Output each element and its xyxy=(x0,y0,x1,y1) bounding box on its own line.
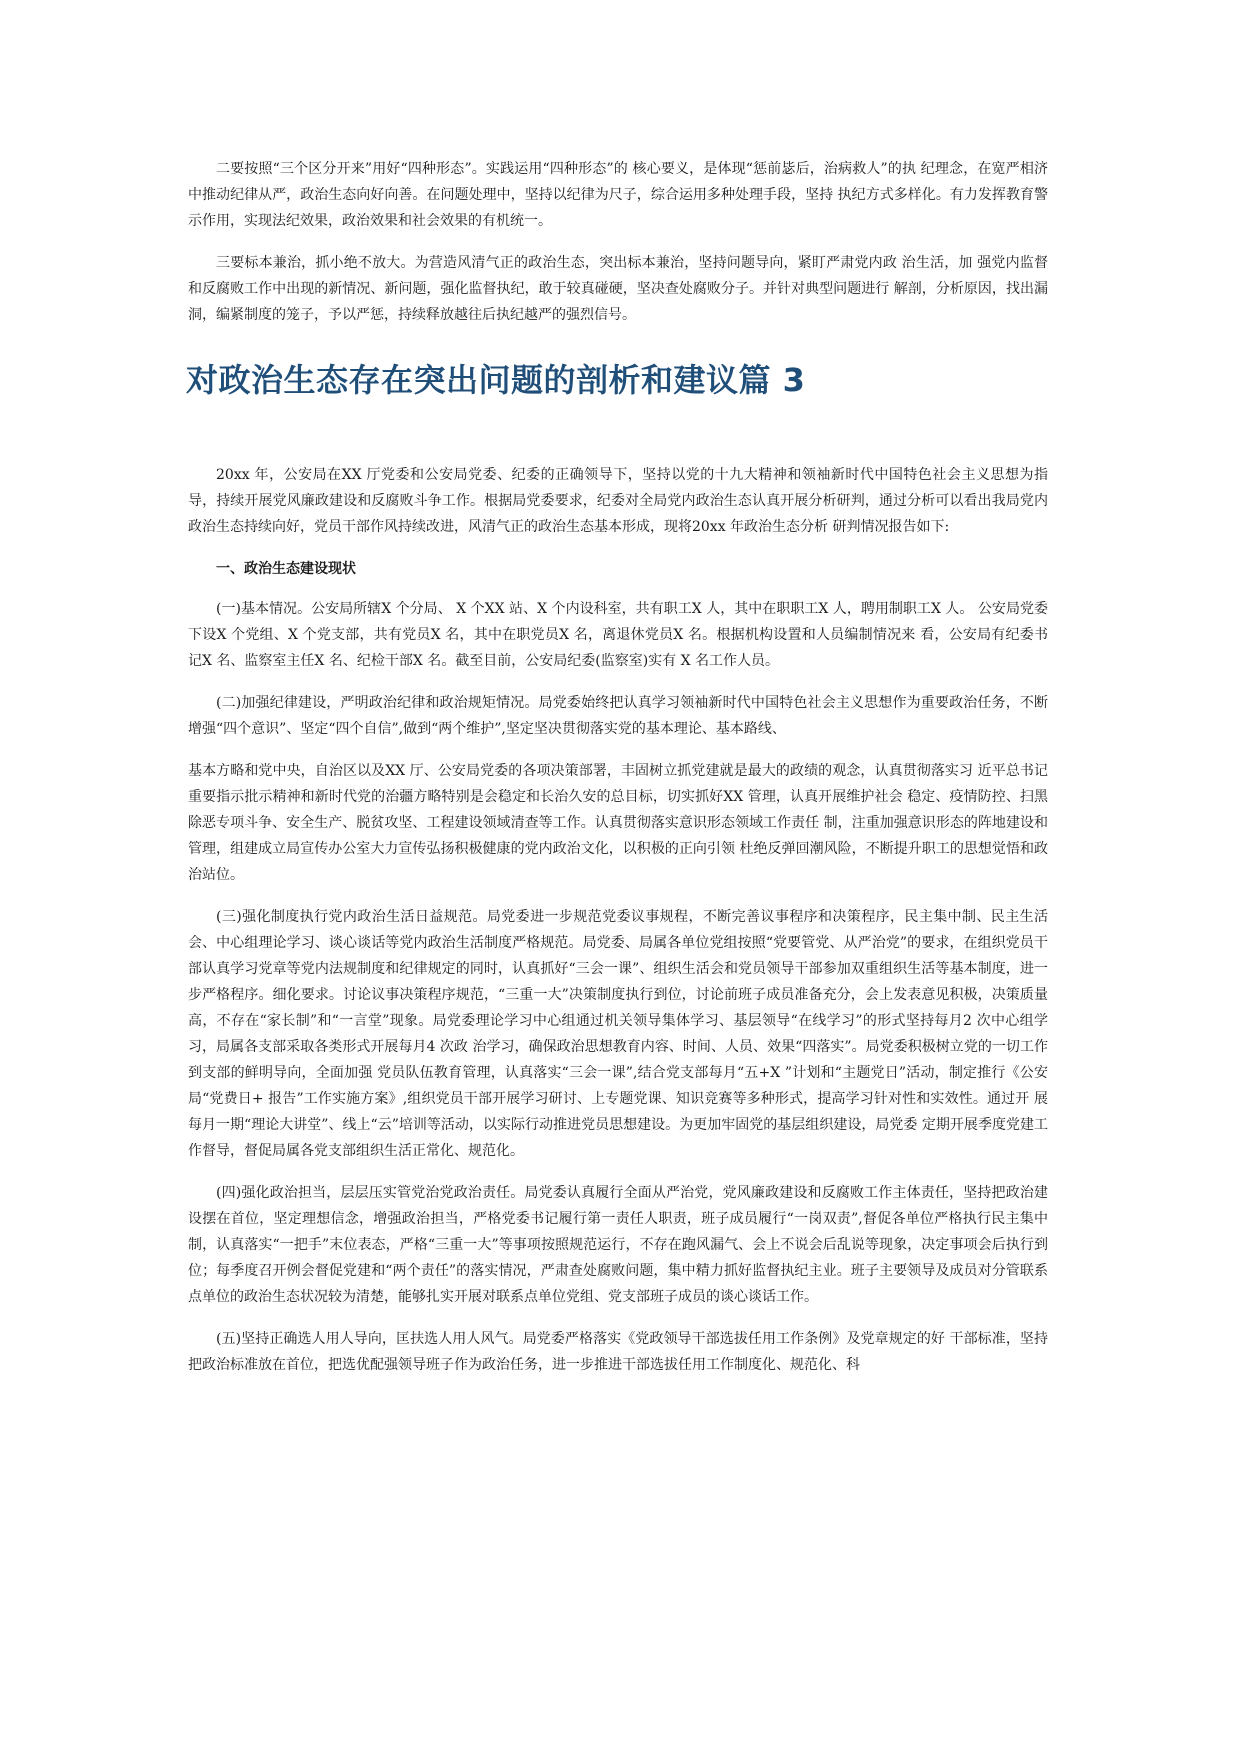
document-page xyxy=(188,156,1048,1394)
paragraph-system-execution: (三)强化制度执行党内政治生活日益规范。局党委进一步规范党委议事规程，不断完善议事程序和决策程序，民主集中制、民主生活会、中心组理论学习、谈心谈话等党内政治生活制度严格规范。局党委、局属各单位党组按照“党要管党、从严治党”的要求，在组织党员干部认真学习党章等党内法规制度和纪律规定的同时，认真抓好“三会一课”、组织生活会和党员领导干部参加双重组织生活等基本制度，进一步严格程序。细化要求。讨论议事决策程序规范，“三重一大”决策制度执行到位，讨论前班子成员准备充分，会上发表意见积极，决策质量高，不存在“家长制”和“一言堂”现象。局党委理论学习中心组通过机关领导集体学习、基层领导“在线学习”的形式坚持每月2 次中心组学习，局属各支部采取各类形式开展每月4 次政 治学习，确保政治思想教育内容、时间、人员、效果“四落实”。局党委积极树立党的一切工作到支部的鲜明导向，全面加强 党员队伍教育管理，认真落实“三会一课”,结合党支部每月“五+X ”计划和“主题党日”活动，制定推行《公安局“党费日+ 报告”工作实施方案》,组织党员干部开展学习研讨、上专题党课、知识竞赛等多种形式，提高学习针对性和实效性。通过开 展每月一期“理论大讲堂”、线上“云”培训等活动，以实际行动推进党员思想建设。为更加牢固党的基层组织建设，局党委 定期开展季度党建工作督导，督促局属各党支部组织生活正常化、规范化。 xyxy=(188,909,1048,1159)
paragraph-discipline-b: 基本方略和党中央，自治区以及XX 厅、公安局党委的各项决策部署，丰固树立抓党建就是最大的政绩的观念，认真贯彻落实习 近平总书记重要指示批示精神和新时代党的治疆方略特别是会稳定和长治久安的总目标，切实抓好XX 管理，认真开展维护社会 稳定、疫情防控、扫黑除恶专项斗争、安全生产、脱贫攻坚、工程建设领域清查等工作。认真贯彻落实意识形态领域工作责任 制，注重加强意识形态的阵地建设和管理，组建成立局宣传办公室大力宣传弘扬积极健康的党内政治文化，以积极的正向引领 杜绝反弹回潮风险，不断提升职工的思想觉悟和政治站位。 xyxy=(188,763,1048,883)
paragraph-basic-situation: (一)基本情况。公安局所辖X 个分局、 X 个XX 站、X 个内设科室，共有职工X 人，其中在职职工X 人，聘用制职工X 人。 公安局党委下设X 个党组、X 个党支部，共有党员X 名，其中在职党员X 名，离退休党员X 名。根据机构设置和人员编制情况来 看，公安局有纪委书记X 名、监察室主任X 名、纪检干部X 名。截至目前，公安局纪委(监察室)实有 X 名工作人员。 xyxy=(188,601,1048,669)
section-title: 对政治生态存在突出问题的剖析和建议篇 3 xyxy=(186,361,806,399)
paragraph-discipline-a: (二)加强纪律建设，严明政治纪律和政治规矩情况。局党委始终把认真学习领袖新时代中国特色社会主义思想作为重要政治任务，不断增强“四个意识”、坚定“四个自信”,做到“两个维护”,坚定坚决贯彻落实党的基本理论、基本路线、 xyxy=(188,695,1048,737)
paragraph-top-1: 二要按照“三个区分开来”用好“四种形态”。实践运用“四种形态”的 核心要义，是体现“惩前毖后，治病救人”的执 纪理念，在宽严相济中推动纪律从严，政治生态向好向善。在问题处理中，坚持以纪律为尺子，综合运用多种处理手段，坚持 执纪方式多样化。有力发挥教育警示作用，实现法纪效果，政治效果和社会效果的有机统一。 xyxy=(188,161,1048,229)
section-heading: 一、政治生态建设现状 xyxy=(216,561,356,577)
paragraph-political-responsibility: (四)强化政治担当，层层压实管党治党政治责任。局党委认真履行全面从严治党，党风廉政建设和反腐败工作主体责任，坚持把政治建设摆在首位，坚定理想信念，增强政治担当，严格党委书记履行第一责任人职责，班子成员履行“一岗双责”,督促各单位严格执行民主集中制，认真落实“一把手”末位表态，严格“三重一大”等事项按照规范运行，不存在跑风漏气、会上不说会后乱说等现象，决定事项会后执行到位；每季度召开例会督促党建和“两个责任”的落实情况，严肃查处腐败问题，集中精力抓好监督执纪主业。班子主要领导及成员对分管联系点单位的政治生态状况较为清楚，能够扎实开展对联系点单位党组、党支部班子成员的谈心谈话工作。 xyxy=(188,1185,1048,1305)
intro-paragraph: 20xx 年，公安局在XX 厅党委和公安局党委、纪委的正确领导下，坚持以党的十九大精神和领袖新时代中国特色社会主义思想为指导，持续开展党风廉政建设和反腐败斗争工作。根据局党委要求，纪委对全局党内政治生态认真开展分析研判，通过分析可以看出我局党内政治生态持续向好，党员干部作风持续改进，风清气正的政治生态基本形成，现将20xx 年政治生态分析 研判情况报告如下: xyxy=(188,467,1048,535)
paragraph-personnel-selection: (五)坚持正确选人用人导向，匡扶选人用人风气。局党委严格落实《党政领导干部选拔任用工作条例》及党章规定的好 干部标准，坚持把政治标准放在首位，把选优配强领导班子作为政治任务，进一步推进干部选拔任用工作制度化、规范化、科 xyxy=(188,1331,1048,1373)
paragraph-top-2: 三要标本兼治，抓小绝不放大。为营造风清气正的政治生态，突出标本兼治，坚持问题导向，紧盯严肃党内政 治生活，加 强党内监督和反腐败工作中出现的新情况、新问题，强化监督执纪，敢于较真碰硬，坚决查处腐败分子。并针对典型问题进行 解剖，分析原因，找出漏洞，编紧制度的笼子，予以严惩，持续释放越往后执纪越严的强烈信号。 xyxy=(188,255,1048,323)
